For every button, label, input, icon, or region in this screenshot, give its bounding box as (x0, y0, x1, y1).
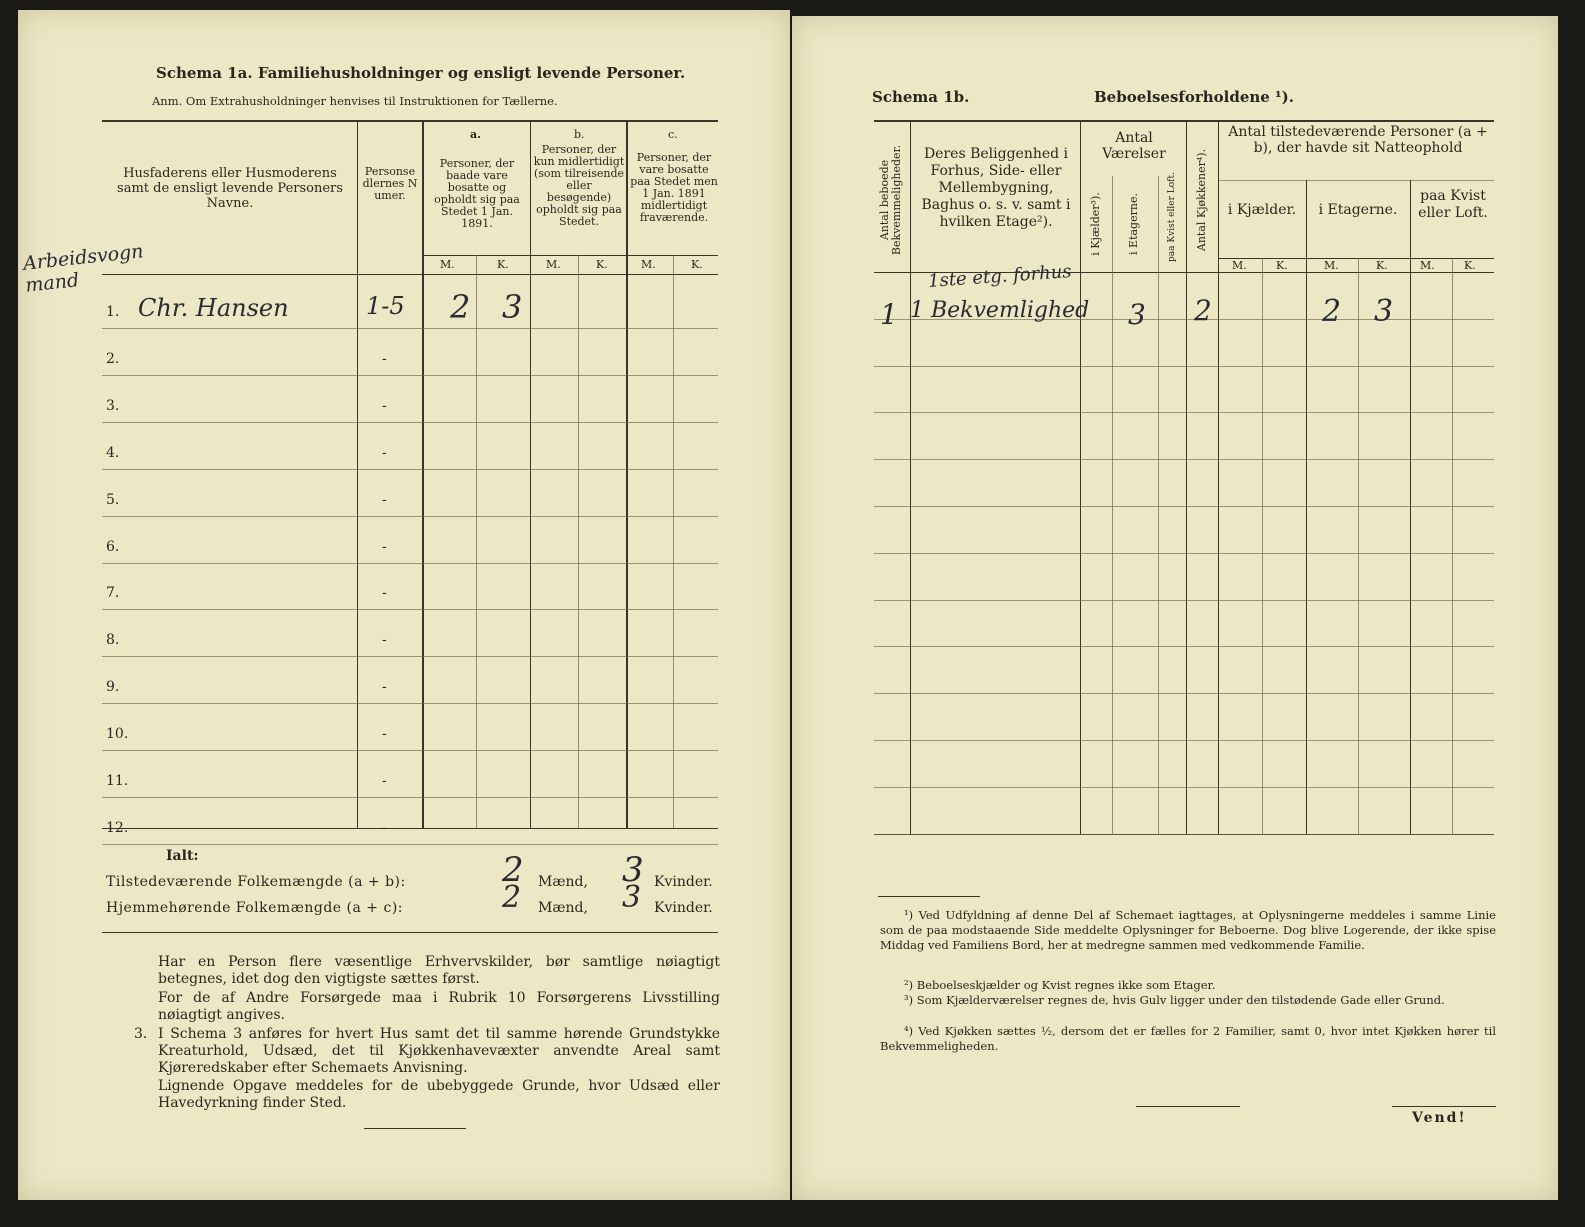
row-person-number: - (382, 820, 387, 836)
col-sep-bMK (578, 255, 579, 828)
dwelling-row-rule (874, 787, 1494, 788)
row-rule (102, 516, 718, 517)
row-person-number: - (382, 679, 387, 695)
footnote-2: ²) Beboelseskjælder og Kvist regnes ikke som Etager. (904, 978, 1216, 992)
col-sep-aMK (476, 255, 477, 828)
row-number: 1. (106, 304, 120, 320)
b-m-label: M. (546, 258, 561, 271)
rcol-sep-10 (1410, 180, 1411, 834)
rcol-header-beliggenhed: Deres Beliggenhed i Forhus, Side- eller Mellembygning, Baghus o. s. v. samt i hvilken Etage²). (921, 146, 1071, 230)
row-person-number: - (382, 632, 387, 648)
col-sep-names (357, 120, 358, 828)
rcol-header-antal-bekvemmeligheder: Antal beboede Bekvemmeligheder. (878, 144, 903, 256)
row-number: 5. (106, 492, 120, 508)
a-k-label: K. (497, 258, 509, 271)
tilstede-label: Tilstedeværende Folkemængde (a + b): (106, 874, 406, 890)
row-rule (102, 609, 718, 610)
rcol-sep-11 (1452, 258, 1453, 834)
dwelling-row-rule (874, 412, 1494, 413)
col-sep-cMK (673, 255, 674, 828)
instruction-1: Har en Person flere væsentlige Erhvervskilder, bør samtlige nøiagtigt betegnes, idet dog den vigtigste sættes først. (158, 954, 720, 987)
r1-p-etagerne-m: 2 (1322, 294, 1342, 329)
end-rule (364, 1128, 466, 1129)
row-rule (102, 656, 718, 657)
row-rule (102, 375, 718, 376)
col-b-letter: b. (574, 128, 585, 141)
r1-etage-note: 1ste etg. forhus (927, 261, 1073, 292)
left-page (18, 10, 790, 1200)
rcol-header-kvist: paa Kvist eller Loft. (1167, 172, 1177, 262)
footnote-1: ¹) Ved Udfyldning af denne Del af Schemaet iagttages, at Oplysningerne meddeles i samme Linie som de paa modstaaende Side meddelte Oplysninger for Beboerne. Dog blive Logerende, der ikke spise Middag ved Familiens Bord, her at medregne sammen med vedkommende Familie. (880, 908, 1496, 952)
col-header-c: Personer, der vare bosatte paa Stedet men 1 Jan. 1891 midlertidigt fraværende. (630, 151, 718, 224)
c-m-label: M. (641, 258, 656, 271)
rcol-sep-8 (1306, 180, 1307, 834)
schema-1b-subtitle: Beboelsesforholdene ¹). (1094, 88, 1294, 106)
p-kjaelder-m: M. (1232, 259, 1247, 272)
row-person-number: - (382, 398, 387, 414)
col-header-b: Personer, der kun midlertidigt (som tilreisende eller besøgende) opholdt sig paa Stedet. (533, 143, 625, 228)
row-number: 8. (106, 632, 120, 648)
row-rule (102, 422, 718, 423)
dwelling-row-rule (874, 459, 1494, 460)
hjemme-kvinder-value: 3 (622, 880, 642, 915)
row-rule (102, 328, 718, 329)
row-rule (102, 703, 718, 704)
row-person-number: - (382, 773, 387, 789)
r1-kjokkener: 2 (1194, 294, 1212, 327)
a-m-label: M. (440, 258, 455, 271)
dwelling-row-rule (874, 600, 1494, 601)
rtable-top-rule (874, 120, 1494, 122)
dwelling-row-rule (874, 740, 1494, 741)
rcol-header-vaerelser: Antal Værelser (1102, 130, 1166, 162)
rcol-header-personer: Antal tilstedeværende Personer (a + b), der havde sit Natteophold (1228, 124, 1488, 156)
row-person-number: - (382, 492, 387, 508)
schema-1a-note: Anm. Om Extrahusholdninger henvises til Instruktionen for Tællerne. (152, 94, 558, 108)
p-kvist-m: M. (1420, 259, 1435, 272)
dwelling-row-rule (874, 553, 1494, 554)
dwelling-row-rule (874, 646, 1494, 647)
col-sep-a (530, 120, 531, 828)
rcol-header-p-etagerne: i Etagerne. (1318, 202, 1398, 218)
dwelling-row-rule (874, 506, 1494, 507)
rcol-sep-4 (1158, 176, 1159, 834)
instruction-2: For de af Andre Forsørgede maa i Rubrik 10 Forsørgerens Livsstilling nøiagtigt angives. (158, 990, 720, 1023)
dwelling-row-rule (874, 366, 1494, 367)
r1-etagerne: 3 (1128, 298, 1146, 331)
col-header-names: Husfaderens eller Husmoderens samt de ensligt levende Personers Navne. (117, 166, 343, 211)
row-person-number: - (382, 445, 387, 461)
rcol-sep-3 (1112, 176, 1113, 834)
instruction-3: I Schema 3 anføres for hvert Hus samt det til samme hørende Grundstykke Kreaturhold, Udsæd, det til Kjøkkenhavevæxter anvendte Areal samt Kjøreredskaber efter Schemaets Anvisning. (158, 1026, 720, 1076)
hjemme-kvinder-label: Kvinder. (654, 900, 713, 916)
p-kjaelder-k: K. (1276, 259, 1288, 272)
r1-p-etagerne-k: 3 (1374, 294, 1394, 329)
vend-rule (1392, 1106, 1496, 1107)
footnote-rule (878, 896, 980, 897)
col-sep-num (422, 120, 424, 828)
p-kvist-k: K. (1464, 259, 1476, 272)
col-header-a: Personer, der baade vare bosatte og opholdt sig paa Stedet 1 Jan. 1891. (434, 157, 520, 230)
row-person-number: - (382, 351, 387, 367)
schema-1a-title: Schema 1a. Familiehusholdninger og ensligt levende Personer. (156, 64, 686, 82)
rcol-sep-5 (1186, 120, 1187, 834)
row-number: 12. (106, 820, 129, 836)
hjemme-maend-value: 2 (502, 880, 522, 915)
rcol-header-p-kjaelder: i Kjælder. (1227, 202, 1297, 218)
row-number: 11. (106, 773, 129, 789)
dwelling-row-rule (874, 834, 1494, 835)
rcol-header-kjaelder: i Kjælder³). (1089, 192, 1102, 256)
hjemme-maend-label: Mænd, (538, 900, 588, 916)
row-number: 4. (106, 445, 120, 461)
row-rule (102, 563, 718, 564)
c-k-label: K. (691, 258, 703, 271)
tilstede-maend-label: Mænd, (538, 874, 588, 890)
rcol-header-etagerne: i Etagerne. (1127, 193, 1140, 255)
row-a-male: 2 (450, 288, 471, 326)
col-a-letter: a. (470, 128, 481, 141)
personer-sub-rule (1218, 180, 1494, 181)
r1-antal: 1 (880, 298, 898, 331)
col-sep-b (626, 120, 628, 828)
schema-1b-title: Schema 1b. (872, 88, 970, 106)
footnote-3: ³) Som Kjælderværelser regnes de, hvis Gulv ligger under den tilstødende Gade eller Grund. (904, 993, 1445, 1007)
vend-label: Vend! (1412, 1110, 1467, 1126)
ialt-label: Ialt: (166, 848, 199, 864)
rcol-sep-1 (910, 120, 911, 834)
right-page (792, 16, 1558, 1200)
p-etagerne-m: M. (1324, 259, 1339, 272)
row-number: 10. (106, 726, 129, 742)
col-header-num: Personsedlernes Numer. (362, 165, 418, 202)
p-etagerne-k: K. (1376, 259, 1388, 272)
rcol-sep-7 (1262, 258, 1263, 834)
hjemme-label: Hjemmehørende Folkemængde (a + c): (106, 900, 403, 916)
instruction-4: Lignende Opgave meddeles for de ubebyggede Grunde, hvor Udsæd eller Havedyrkning finder Sted. (158, 1078, 720, 1111)
row-number: 2. (106, 351, 120, 367)
row-person-number: - (382, 726, 387, 742)
row-rule (102, 797, 718, 798)
rcol-header-kjokkener: Antal Kjøkkener⁴). (1195, 148, 1208, 252)
rcol-sep-9 (1358, 258, 1359, 834)
dwelling-row-rule (874, 693, 1494, 694)
footnote-4: ⁴) Ved Kjøkken sættes ½, dersom det er fælles for 2 Familier, samt 0, hvor intet Kjøkken hører til Bekvemmeligheden. (880, 1024, 1496, 1053)
row-a-female: 3 (502, 288, 523, 326)
row-number: 3. (106, 398, 120, 414)
instructions-rule (102, 932, 718, 933)
tilstede-kvinder-label: Kvinder. (654, 874, 713, 890)
row-name: Chr. Hansen (138, 294, 289, 322)
col-c-letter: c. (668, 128, 678, 141)
tilstede-maend-value: 2 (502, 850, 524, 890)
row-rule (102, 469, 718, 470)
rcol-sep-6 (1218, 120, 1219, 834)
b-k-label: K. (596, 258, 608, 271)
row-number: 7. (106, 585, 120, 601)
margin-occupation-note: Arbeidsvogn mand (22, 240, 145, 297)
right-end-rule (1136, 1106, 1240, 1107)
rcol-sep-2 (1080, 120, 1081, 834)
rcol-header-p-kvist: paa Kvist eller Loft. (1418, 188, 1488, 221)
table-bottom-rule (102, 828, 718, 829)
row-rule (102, 750, 718, 751)
tilstede-kvinder-value: 3 (622, 850, 644, 890)
row-number: 9. (106, 679, 120, 695)
r1-beliggenhed: 1 Bekvemlighed (910, 298, 1090, 323)
row-rule (102, 844, 718, 845)
instruction-3-number: 3. (134, 1026, 148, 1042)
row-number: 6. (106, 539, 120, 555)
row-person-number: - (382, 539, 387, 555)
row-person-number: 1-5 (366, 292, 405, 320)
row-person-number: - (382, 585, 387, 601)
